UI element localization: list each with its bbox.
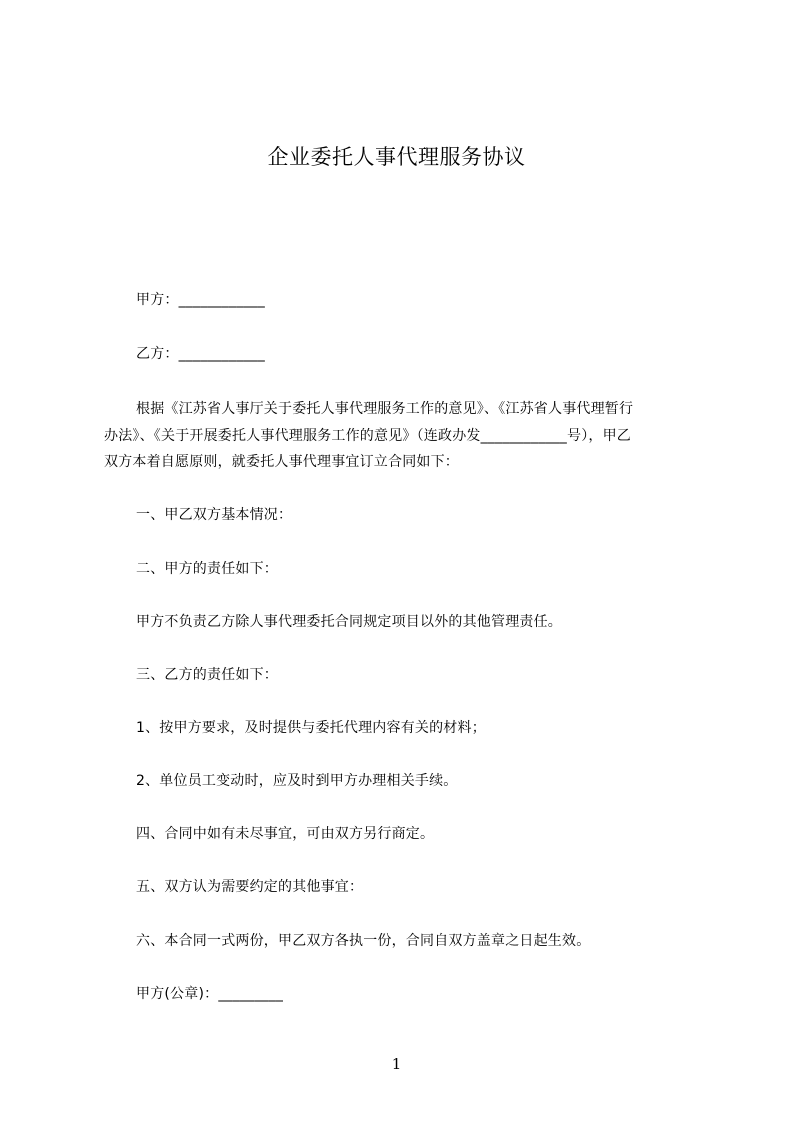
- party-a-seal-line: 甲方(公章)：_________: [136, 986, 284, 1002]
- preamble-line-1: 根据《江苏省人事厅关于委托人事代理服务工作的意见》、《江苏省人事代理暂行: [136, 401, 634, 417]
- page-number: 1: [391, 1055, 402, 1073]
- section-6-text: 六、本合同一式两份，甲乙双方各执一份，合同自双方盖章之日起生效。: [136, 933, 591, 949]
- party-a-line: 甲方：____________: [136, 292, 265, 308]
- party-b-duty-item-1: 1、按甲方要求，及时提供与委托代理内容有关的材料；: [136, 720, 486, 736]
- preamble-line-3: 双方本着自愿原则，就委托人事代理事宜订立合同如下：: [104, 454, 459, 470]
- party-b-line: 乙方：____________: [136, 346, 265, 362]
- party-a-duty-text: 甲方不负责乙方除人事代理委托合同规定项目以外的其他管理责任。: [136, 614, 562, 630]
- preamble-paragraph: [104, 396, 704, 476]
- section-3-heading: 三、乙方的责任如下：: [136, 667, 278, 683]
- preamble-line-2: 办法》、《关于开展委托人事代理服务工作的意见》（连政办发____________号），甲乙: [104, 427, 631, 444]
- section-4-text: 四、合同中如有未尽事宜，可由双方另行商定。: [136, 826, 435, 842]
- section-5-heading: 五、双方认为需要约定的其他事宜：: [136, 879, 364, 895]
- section-1-heading: 一、甲乙双方基本情况：: [136, 507, 293, 523]
- party-b-duty-item-2: 2、单位员工变动时，应及时到甲方办理相关手续。: [136, 773, 458, 789]
- section-2-heading: 二、甲方的责任如下：: [136, 561, 278, 577]
- document-title: 企业委托人事代理服务协议: [267, 145, 526, 169]
